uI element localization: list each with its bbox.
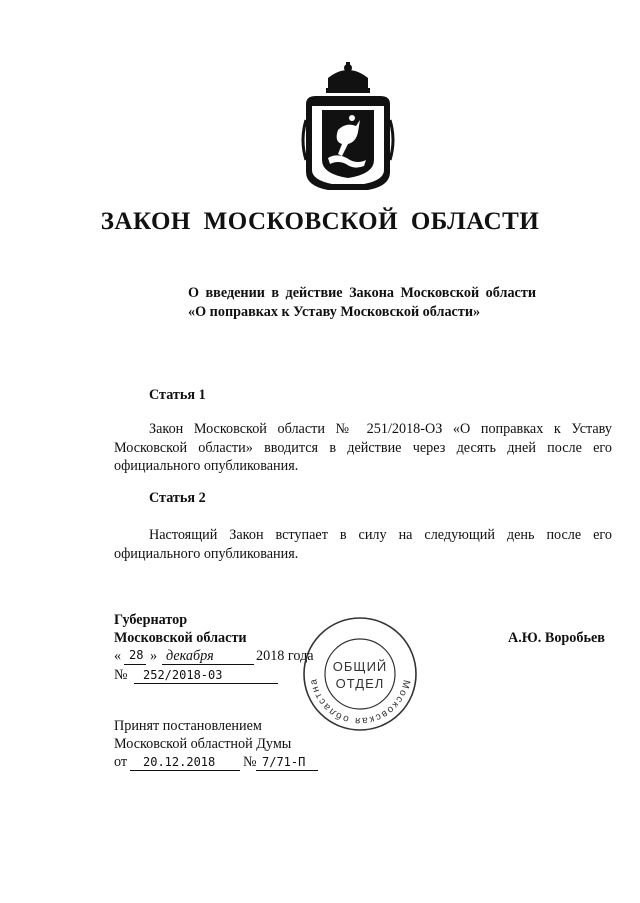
article-1-paragraph: Закон Московской области № 251/2018-ОЗ «О поправках к Уставу Московской области» вводится в действие через десять дней после его официального опубликования. <box>114 421 612 474</box>
article-2-heading: Статья 2 <box>149 490 206 506</box>
signatory-position-line1: Губернатор <box>114 612 188 628</box>
adoption-date-underline <box>130 770 240 771</box>
coat-of-arms-icon <box>298 60 398 194</box>
document-title: ЗАКОН МОСКОВСКОЙ ОБЛАСТИ <box>100 208 540 235</box>
stamp-center-line1: ОБЩИЙ <box>332 659 388 674</box>
signatory-position-line2: Московской области <box>114 630 247 646</box>
adoption-date-label: от <box>114 754 128 770</box>
adoption-number-underline <box>256 770 318 771</box>
date-day-underline <box>124 664 146 665</box>
adoption-number-label: № <box>243 754 257 770</box>
law-number-value: 252/2018-03 <box>143 668 223 682</box>
article-2-text <box>114 526 612 563</box>
date-day: 28 <box>129 648 144 662</box>
adoption-line1: Принят постановлением <box>114 718 262 734</box>
official-stamp <box>302 616 418 732</box>
document-subject: О введении в действие Закона Московской области «О поправках к Уставу Московской области» <box>188 285 536 320</box>
signatory-name: А.Ю. Воробьев <box>508 630 605 646</box>
law-number-underline <box>134 683 278 684</box>
law-number-label: № <box>114 667 128 683</box>
adoption-date-value: 20.12.2018 <box>143 755 216 769</box>
date-close-quote: » <box>150 648 158 664</box>
article-1-heading: Статья 1 <box>149 387 206 403</box>
article-2-paragraph: Настоящий Закон вступает в силу на следующий день после его официального опубликования. <box>114 527 612 562</box>
stamp-ring-text: Московская областна <box>308 676 412 727</box>
article-1-text <box>114 420 612 476</box>
date-year: 2018 года <box>256 648 314 664</box>
adoption-line2: Московской областной Думы <box>114 736 292 752</box>
date-month: декабря <box>166 648 214 664</box>
stamp-center-line2: ОТДЕЛ <box>335 676 385 691</box>
date-open-quote: « <box>114 648 122 664</box>
adoption-number-value: 7/71-П <box>262 755 306 769</box>
